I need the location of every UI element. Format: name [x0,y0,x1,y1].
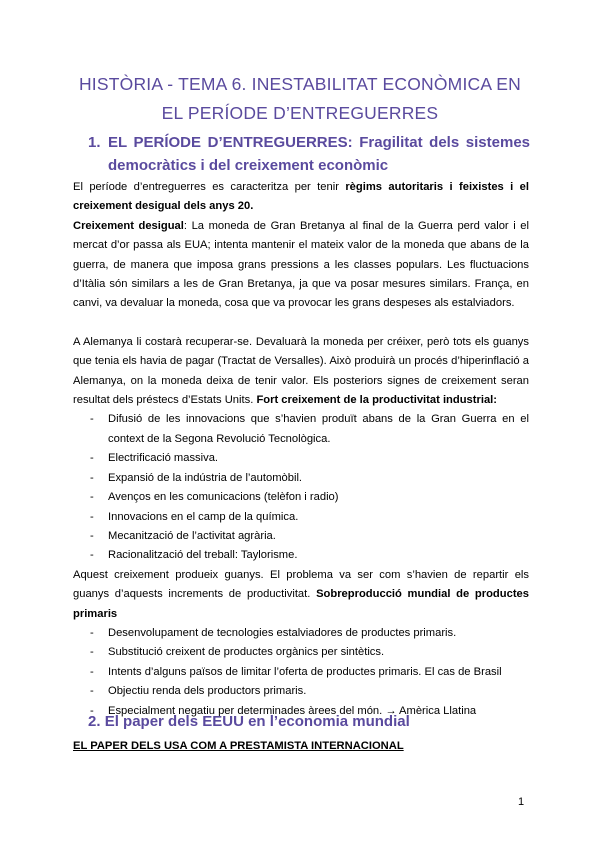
document-title [60,70,540,128]
section-2-number: 2. [88,713,101,730]
section-1-number: 1. [88,134,101,151]
list-item: - Objectiu renda dels productors primaris. [90,685,307,698]
list-item: - Avenços en les comunicacions (telèfon i radio) [90,491,339,504]
list-item: - Intents d’alguns països de limitar l’oferta de productes primaris. El cas de Brasil [90,665,502,678]
list-item: - Innovacions en el camp de la química. [90,510,299,523]
list-item: - Desenvolupament de tecnologies estalviadores de productes primaris. [90,626,457,639]
aquest-bold: Sobreproducció mundial de productes primaris [73,588,529,620]
list-item: - Mecanització de l’activitat agrària. [90,529,276,542]
overproduction-list [73,624,529,721]
list-item: - Especialment negatiu per determinades àrees del món. → Amèrica Llatina [90,704,477,717]
title-line-2: EL PERÍODE D’ENTREGUERRES [161,103,439,123]
list-item: - Racionalització del treball: Taylorisme. [90,549,298,562]
alemanya-bold: Fort creixement de la productivitat industrial: [256,394,498,407]
list-item: - Expansió de la indústria de l’automòbil. [90,471,303,484]
list-item: - Substitució creixent de productes orgànics per sintètics. [90,646,385,659]
intro-paragraph: El període d’entreguerres es caracteritza per tenir règims autoritaris i feixistes i el creixement desigual dels anys 20. [73,181,529,213]
productivity-list [73,410,529,565]
list-item: - Difusió de les innovacions que s’havien produït abans de la Gran Guerra en el context de la Segona Revolució Tecnològica. [90,413,529,445]
intro-bold: règims autoritaris i feixistes i el creixement desigual dels anys 20. [73,181,529,213]
creixement-label: Creixement desigual [73,219,184,232]
list-item: - Electrificació massiva. [90,452,219,465]
section-1-title: EL PERÍODE D’ENTREGUERRES: Fragilitat dels sistemes democràtics i del creixement econòmic [108,134,530,174]
page-number: 1 [518,796,525,808]
aquest-paragraph: Aquest creixement produeix guanys. El problema va ser com s’havien de repartir els guanys d’aquests increments de productivitat. Sobreproducció mundial de productes primaris [73,568,529,620]
section-1-heading [88,131,530,177]
title-line-1: HISTÒRIA - TEMA 6. INESTABILITAT ECONÒMICA EN [78,74,522,94]
section-2-heading [88,710,530,733]
subheading: EL PAPER DELS USA COM A PRESTAMISTA INTERNACIONAL [73,740,404,752]
document-body [73,178,529,721]
creixement-paragraph: Creixement desigual: La moneda de Gran Bretanya al final de la Guerra perd valor i el mercat d’or passa als EUA; intenta mantenir el mateix valor de la moneda que abans de la guerra, de manera que imposa grans pressions a les classes populars. Les fluctuacions d’Itàlia són similars a les de Gran Bretanya, ja que va posar mesures similars. França, en canvi, va devaluar la moneda, cosa que va provocar les grans despeses als estalviadors. [73,219,529,310]
section-2-title: El paper dels EEUU en l’economia mundial [104,713,410,730]
alemanya-paragraph: A Alemanya li costarà recuperar-se. Devaluarà la moneda per créixer, però tots els guanys que tenia els havia de pagar (Tractat de Versalles). Això produirà un procés d’hiperinflació a Alemanya, on la moneda deixa de tenir valor. Els posteriors signes de creixement seran resultat dels préstecs d’Estats Units. Fort creixement de la productivitat industrial: [73,335,529,407]
